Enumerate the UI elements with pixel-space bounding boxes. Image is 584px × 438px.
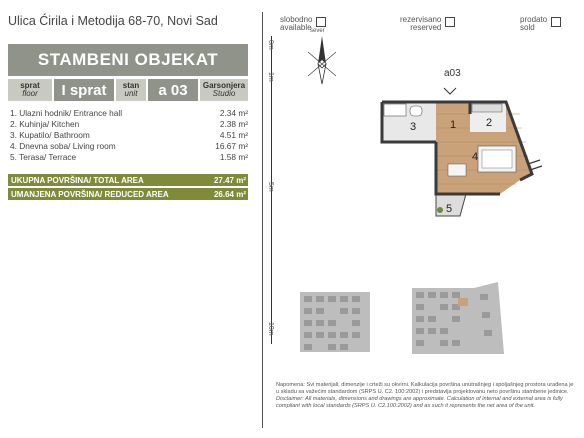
floor-value: I sprat (54, 79, 114, 101)
room-area: 2.38 m² (219, 119, 248, 129)
sold-checkbox[interactable] (551, 17, 561, 27)
status-reserved (400, 16, 455, 32)
plan-room-number: 1 (450, 119, 457, 131)
room-row (10, 130, 248, 141)
room-list (10, 108, 248, 163)
room-row (10, 108, 248, 119)
reduced-area-label: UMANJENA POVRŠINA/ REDUCED AREA (11, 189, 169, 199)
total-area-bar (8, 174, 248, 186)
room-area: 4.51 m² (219, 130, 248, 140)
room-name: 5. Terasa/ Terrace (10, 152, 77, 162)
unit-type: Garsonjera (202, 81, 246, 90)
status-sold-en: sold (520, 23, 535, 32)
room-row (10, 119, 248, 130)
reduced-area-value: 26.64 m² (213, 189, 246, 199)
room-name: 2. Kuhinja/ Kitchen (10, 119, 80, 129)
address: Ulica Ćirila i Metodija 68-70, Novi Sad (8, 14, 218, 28)
room-area: 16.67 m² (215, 141, 248, 151)
plan-room-number: 2 (486, 117, 493, 129)
room-area: 2.34 m² (219, 108, 248, 118)
unit-info-row (8, 79, 248, 101)
room-name: 3. Kupatilo/ Bathroom (10, 130, 90, 140)
floor-label-en: floor (22, 89, 38, 98)
unit-type-en: Studio (212, 89, 236, 98)
room-row (10, 152, 248, 163)
north-arrow-icon (304, 32, 340, 88)
unit-value: a 03 (148, 79, 198, 101)
plan-room-number: 5 (446, 203, 453, 215)
unit-label-en: unit (124, 89, 138, 98)
scale-label-1m: 1m (267, 72, 274, 82)
scale-label-10m: 10m (267, 322, 274, 336)
room-name: 1. Ulazni hodnik/ Entrance hall (10, 108, 123, 118)
plan-room-number: 4 (472, 151, 479, 163)
status-available-en: available (280, 23, 312, 32)
status-available-sr: slobodno (280, 15, 313, 24)
building-key-plans (300, 278, 560, 372)
unit-label-cell (116, 79, 146, 101)
room-area: 1.58 m² (219, 152, 248, 162)
building-banner: STAMBENI OBJEKAT (8, 44, 248, 76)
available-checkbox[interactable] (316, 17, 326, 27)
disclaimer-sr: Napomena: Svi materijali, dimenzije i crteži su okvirni. Kalkulacija površina unutrašnjeg i spoljašnjeg prostora urađena je u skladu sa važećim standardom (SRPS U. C2. 100:2002) i predstavlja projektovanu neto površinu stambene jedinice. (276, 382, 574, 395)
plan-room-number: 3 (410, 121, 417, 133)
reduced-area-bar (8, 188, 248, 200)
room-name: 4. Dnevna soba/ Living room (10, 141, 116, 151)
north-label: sever (310, 28, 325, 34)
unit-label: stan (122, 81, 140, 90)
status-sold (520, 16, 561, 32)
floor-label: sprat (20, 81, 40, 90)
status-reserved-sr: rezervisano (400, 15, 442, 24)
disclaimer-en: Disclaimer: All materials, dimensions and drawings are approximate. Calculation of internal and external area is fully compliant with local standards (SRPS U. C2.100:2002) and as such it represents the net area of the unit. (276, 396, 563, 409)
status-sold-sr: prodato (520, 15, 548, 24)
total-area-value: 27.47 m² (213, 175, 246, 185)
scale-label-0m: 0m (267, 40, 274, 50)
total-area-label: UKUPNA POVRŠINA/ TOTAL AREA (11, 175, 144, 185)
room-row (10, 141, 248, 152)
disclaimer (276, 382, 576, 410)
floor-plan (370, 84, 560, 224)
status-reserved-en: reserved (410, 23, 442, 32)
floor-label-cell (8, 79, 52, 101)
reserved-checkbox[interactable] (445, 17, 455, 27)
plan-unit-tag: a03 (444, 68, 461, 79)
scale-label-5m: 5m (267, 182, 274, 192)
vertical-divider (262, 12, 263, 428)
unit-type-cell (200, 79, 248, 101)
